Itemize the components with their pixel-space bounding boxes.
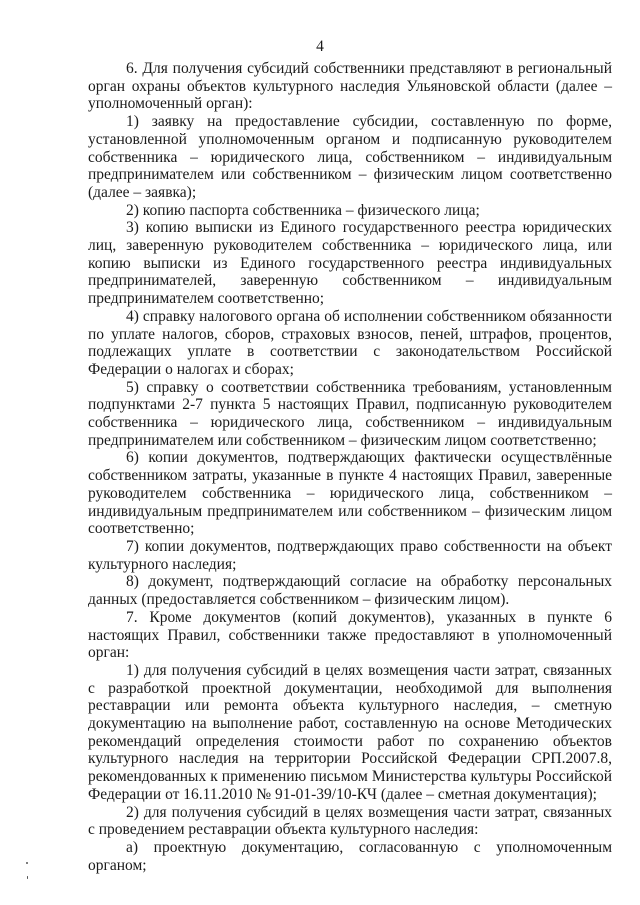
paragraph-item-7-subitem-1: 1) для получения субсидий в целях возмещения части затрат, связанных с разработкой проектной документации, необходимой для выполнения реставрации или ремонта объекта культурного наследия, – сметную документацию на выполнение работ, составленную на основе Методических рекомендаций определения стоимости работ по сохранению объектов культурного наследия на территории Российской Федерации СРП.2007.8, рекомендованных к применению письмом Министерства культуры Российской Федерации от 16.11.2010 № 91-01-39/10-КЧ (далее – сметная документация);	[88, 661, 612, 803]
paragraph-subitem-1: 1) заявку на предоставление субсидии, составленную по форме, установленной уполномоченным органом и подписанную руководителем собственника – юридического лица, собственником – индивидуальным предпринимателем или собственником – физическим лицом соответственно (далее – заявка);	[88, 113, 612, 201]
scan-speck	[27, 876, 28, 879]
paragraph-item-7: 7. Кроме документов (копий документов), указанных в пункте 6 настоящих Правил, собственники также предоставляют в уполномоченный орган:	[88, 608, 612, 662]
paragraph-subitem-5: 5) справку о соответствии собственника требованиям, установленным подпунктами 2-7 пункта 5 настоящих Правил, подписанную руководителем собственника – юридического лица, собственником – индивидуальным предпринимателем или собственником – физическим лицом соответственно;	[88, 378, 612, 449]
paragraph-subitem-3: 3) копию выписки из Единого государственного реестра юридических лиц, заверенную руководителем собственника – юридического лица, или копию выписки из Единого государственного реестра индивидуальных предпринимателей, заверенную собственником – индивидуальным предпринимателем соответственно;	[88, 219, 612, 308]
page-number: 4	[316, 38, 324, 55]
scan-speck	[26, 862, 28, 864]
paragraph-item-6: 6. Для получения субсидий собственники представляют в региональный орган охраны объектов культурного наследия Ульяновской области (далее – уполномоченный орган):	[88, 60, 612, 113]
paragraph-subitem-8: 8) документ, подтверждающий согласие на обработку персональных данных (предоставляется собственником – физическим лицом).	[88, 573, 612, 609]
document-body	[88, 60, 612, 874]
paragraph-subitem-2: 2) копию паспорта собственника – физического лица;	[126, 201, 480, 219]
paragraph-subitem-4: 4) справку налогового органа об исполнении собственником обязанности по уплате налогов, сборов, страховых взносов, пеней, штрафов, процентов, подлежащих уплате в соответствии с законодательством Российской Федерации о налогах и сборах;	[88, 307, 612, 378]
paragraph-item-7-subitem-a: а) проектную документацию, согласованную с уполномоченным органом;	[88, 838, 612, 874]
paragraph-item-7-subitem-2: 2) для получения субсидий в целях возмещения части затрат, связанных с проведением реставрации объекта культурного наследия:	[88, 803, 612, 839]
paragraph-subitem-7: 7) копии документов, подтверждающих право собственности на объект культурного наследия;	[88, 537, 612, 573]
paragraph-subitem-6: 6) копии документов, подтверждающих фактически осуществлённые собственником затраты, указанные в пункте 4 настоящих Правил, заверенные руководителем собственника – юридического лица, собственником – индивидуальным предпринимателем или собственником – физическим лицом соответственно;	[88, 449, 612, 538]
